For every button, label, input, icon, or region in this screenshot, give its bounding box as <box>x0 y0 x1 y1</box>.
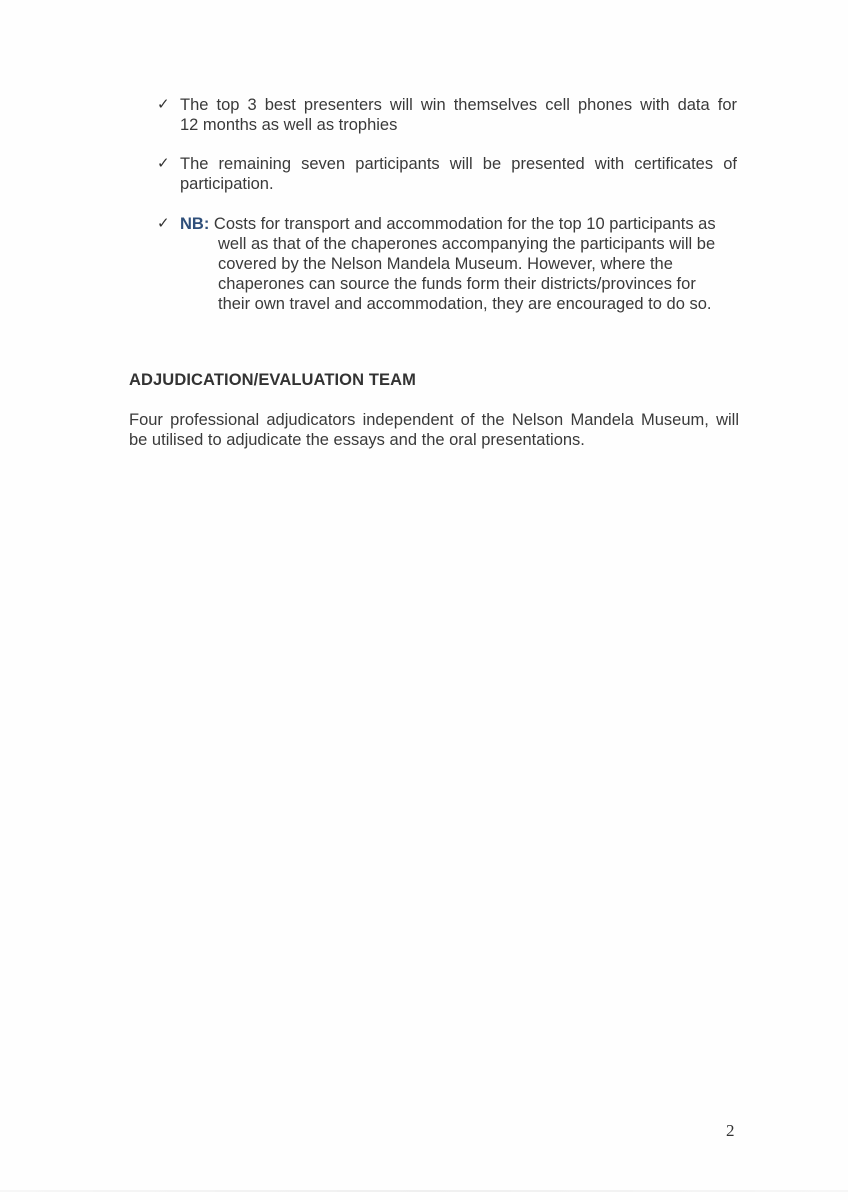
bullet-line: 12 months as well as trophies <box>180 116 398 134</box>
nb-label: NB: <box>180 215 210 233</box>
checkmark-icon: ✓ <box>157 155 170 172</box>
nb-line: chaperones can source the funds form their districts/provinces for <box>218 275 696 293</box>
nb-line: their own travel and accommodation, they are encouraged to do so. <box>218 295 712 313</box>
nb-text <box>180 214 740 314</box>
bullet-line: The remaining seven participants will be presented with certificates of <box>180 155 737 173</box>
bullet-line: The top 3 best presenters will win themselves cell phones with data for <box>180 96 737 114</box>
bullet-text <box>180 154 737 194</box>
section-heading: ADJUDICATION/EVALUATION TEAM <box>129 371 416 389</box>
bullet-line: participation. <box>180 175 274 193</box>
checkmark-icon: ✓ <box>157 96 170 113</box>
section-paragraph <box>129 410 739 450</box>
checkmark-icon: ✓ <box>157 215 170 232</box>
nb-line: well as that of the chaperones accompanying the participants will be <box>218 235 716 253</box>
bullet-text <box>180 95 737 135</box>
scan-edge-divider <box>0 1190 848 1192</box>
nb-line: covered by the Nelson Mandela Museum. However, where the <box>218 255 673 273</box>
nb-first-line <box>180 214 740 234</box>
nb-first-line-text: Costs for transport and accommodation for the top 10 participants as <box>209 215 716 233</box>
page-number: 2 <box>726 1121 735 1140</box>
paragraph-line: be utilised to adjudicate the essays and the oral presentations. <box>129 431 585 449</box>
paragraph-line: Four professional adjudicators independent of the Nelson Mandela Museum, will <box>129 411 739 429</box>
